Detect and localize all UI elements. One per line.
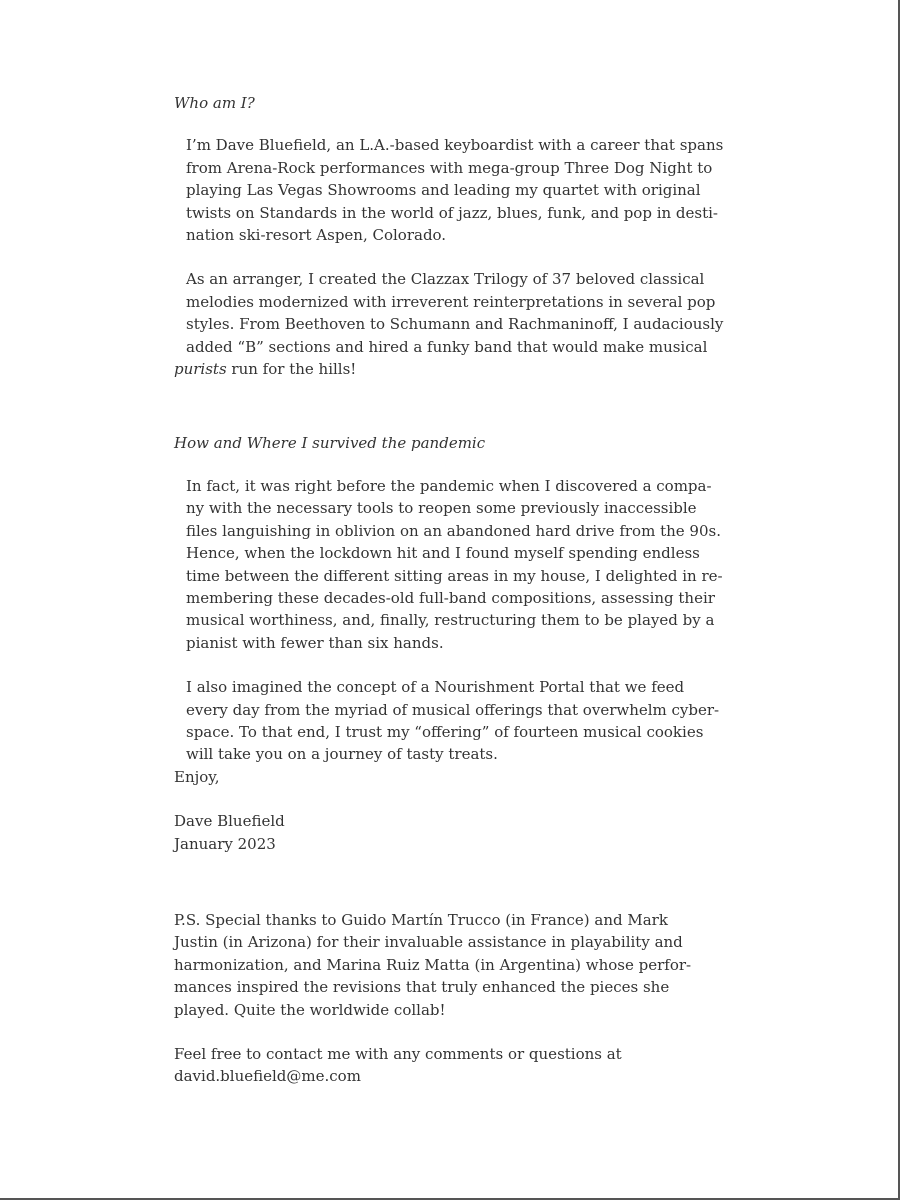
text-line: time between the different sitting areas in my house, I delighted in re- xyxy=(186,566,723,585)
text-line: mances inspired the revisions that truly enhanced the pieces she xyxy=(174,978,670,997)
text-line: from Arena-Rock performances with mega-group Three Dog Night to xyxy=(186,158,713,177)
text-line: will take you on a journey of tasty treats. xyxy=(186,745,498,764)
closing-line: Enjoy, xyxy=(174,767,220,786)
paragraph-intro xyxy=(174,134,734,246)
text-line: I’m Dave Bluefield, an L.A.-based keyboardist with a career that spans xyxy=(186,136,724,155)
postscript-paragraph xyxy=(174,909,734,1021)
signature-block xyxy=(174,810,734,855)
text-line: ny with the necessary tools to reopen some previously inaccessible xyxy=(186,499,697,518)
text-line: added “B” sections and hired a funky band that would make musical xyxy=(186,337,708,356)
text-line: P.S. Special thanks to Guido Martín Trucco (in France) and Mark xyxy=(174,910,668,929)
text-line: Hence, when the lockdown hit and I found myself spending endless xyxy=(186,544,700,563)
text-fragment: run for the hills! xyxy=(226,360,357,379)
text-line: musical worthiness, and, finally, restructuring them to be played by a xyxy=(186,611,715,630)
text-line: twists on Standards in the world of jazz, blues, funk, and pop in desti- xyxy=(186,203,719,222)
section-heading-pandemic: How and Where I survived the pandemic xyxy=(174,434,486,453)
emphasis-purists: purists xyxy=(174,360,227,379)
text-line: nation ski-resort Aspen, Colorado. xyxy=(186,226,447,245)
text-line: membering these decades-old full-band compositions, assessing their xyxy=(186,588,715,607)
signature-name: Dave Bluefield xyxy=(174,812,285,831)
paragraph-nourishment xyxy=(174,676,734,788)
text-line: melodies modernized with irreverent reinterpretations in several pop xyxy=(186,292,716,311)
text-line: I also imagined the concept of a Nourishment Portal that we feed xyxy=(186,678,685,697)
text-line: playing Las Vegas Showrooms and leading my quartet with original xyxy=(186,181,701,200)
text-line: harmonization, and Marina Ruiz Matta (in Argentina) whose perfor- xyxy=(174,955,692,974)
contact-paragraph xyxy=(174,1043,734,1088)
text-line: space. To that end, I trust my “offering” of fourteen musical cookies xyxy=(186,722,704,741)
text-line: pianist with fewer than six hands. xyxy=(186,633,444,652)
text-line: Feel free to contact me with any comments or questions at xyxy=(174,1045,622,1063)
text-line: In fact, it was right before the pandemic when I discovered a compa- xyxy=(186,476,712,495)
paragraph-pandemic xyxy=(174,475,734,654)
paragraph-arranger xyxy=(174,268,734,380)
signature-date: January 2023 xyxy=(174,834,276,853)
contact-email: david.bluefield@me.com xyxy=(174,1067,361,1086)
document-page xyxy=(174,92,734,1110)
text-line: Justin (in Arizona) for their invaluable assistance in playability and xyxy=(174,933,683,952)
text-line: every day from the myriad of musical offerings that overwhelm cyber- xyxy=(186,700,720,719)
text-line: files languishing in oblivion on an abandoned hard drive from the 90s. xyxy=(186,521,721,540)
text-line: styles. From Beethoven to Schumann and Rachmaninoff, I audaciously xyxy=(186,315,724,334)
section-heading-who-am-i: Who am I? xyxy=(174,94,255,112)
text-line: played. Quite the worldwide collab! xyxy=(174,1000,446,1019)
text-line xyxy=(174,358,734,380)
text-line: As an arranger, I created the Clazzax Trilogy of 37 beloved classical xyxy=(186,270,705,289)
